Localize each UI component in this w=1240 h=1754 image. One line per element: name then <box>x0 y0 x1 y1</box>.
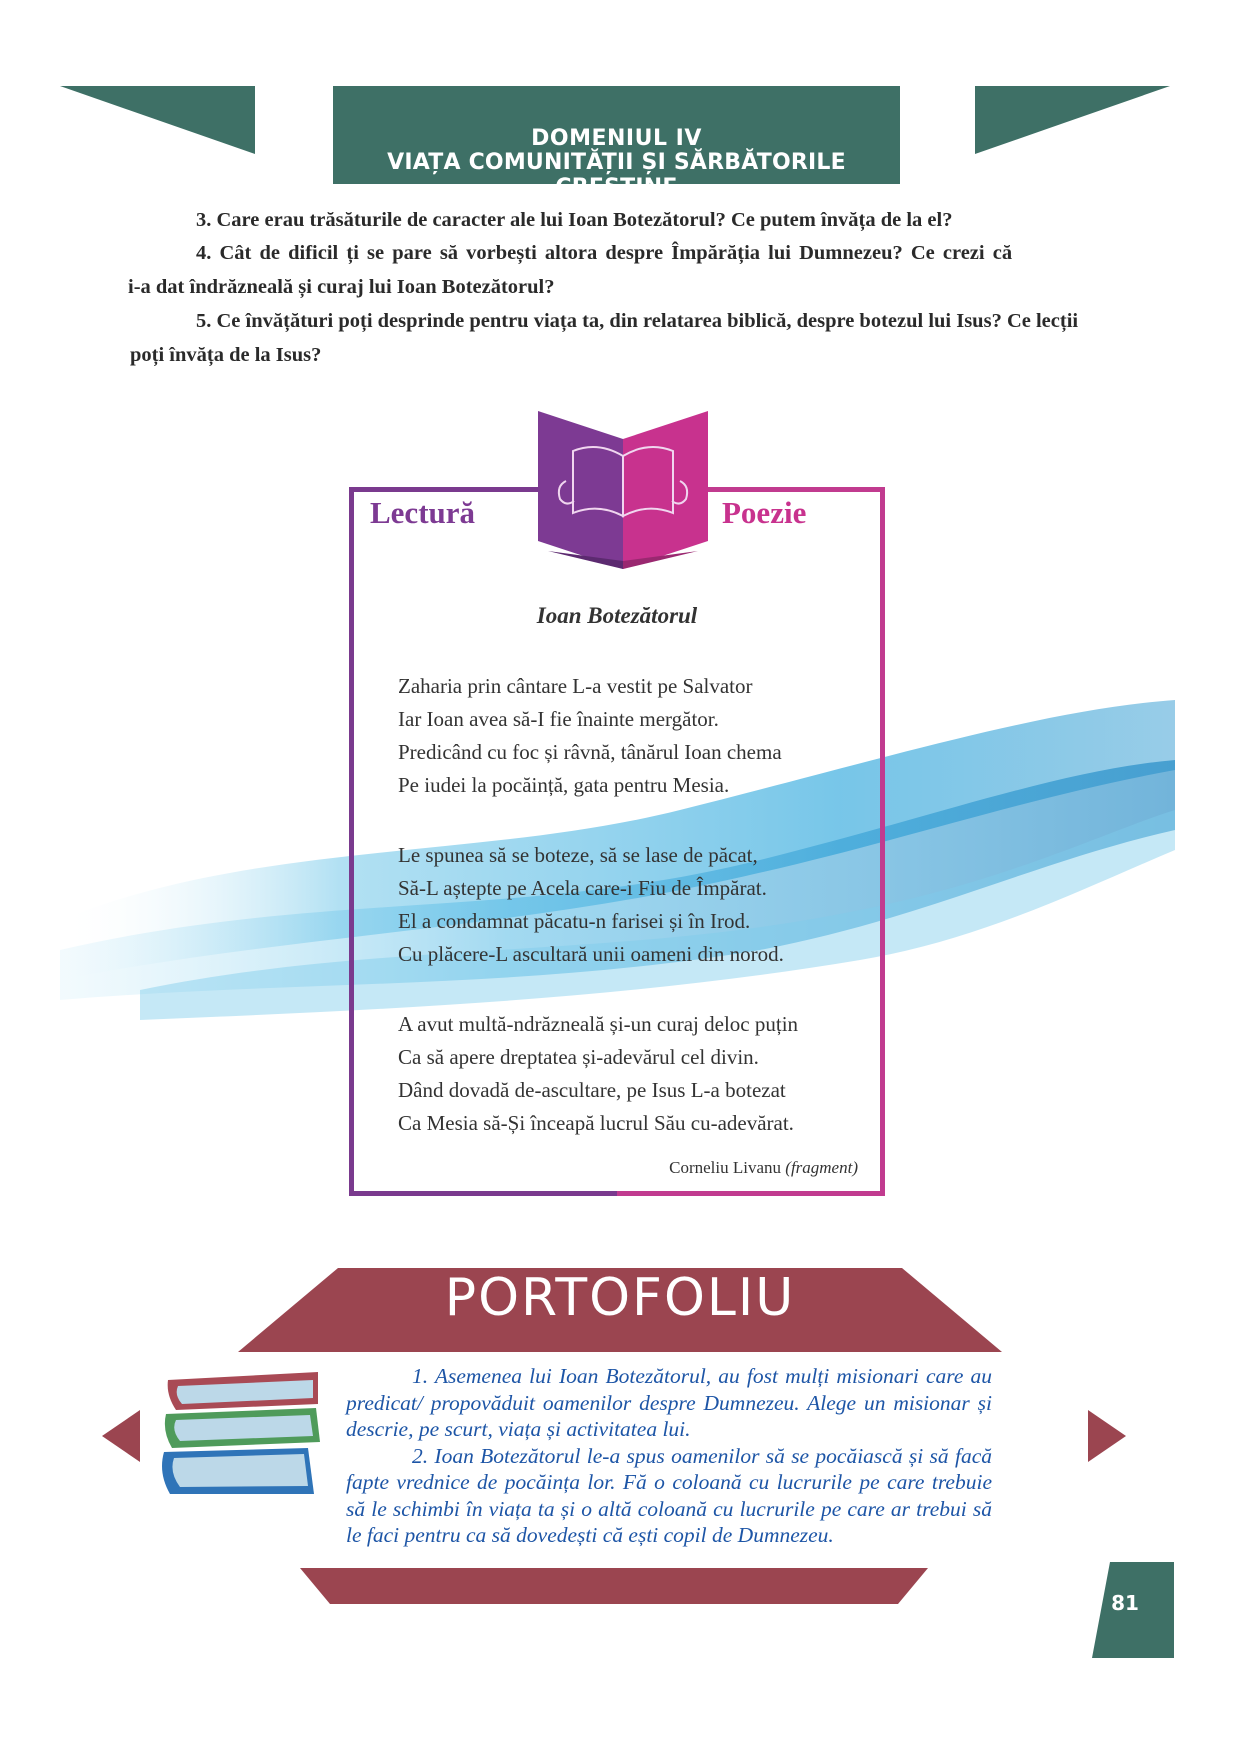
domain-label: DOMENIUL IV <box>531 126 702 151</box>
portfolio-item-1: 1. Asemenea lui Ioan Botezătorul, au fost mulți misionari care au predicat/ propovăduit oamenilor despre Dumnezeu. Alege un misionar și descrie, pe scurt, viața și activitatea lui. <box>346 1364 992 1441</box>
question-4-cont: i-a dat îndrăzneală și curaj lui Ioan Botezătorul? <box>128 276 555 298</box>
books-stack-icon <box>158 1368 328 1498</box>
question-5: 5. Ce învățături poți desprinde pentru viața ta, din relatarea biblică, despre botezul lui Isus? Ce lecții <box>196 310 1079 332</box>
poem-line: Predicând cu foc și râvnă, tânărul Ioan chema <box>398 740 782 764</box>
portfolio-item-2: 2. Ioan Botezătorul le-a spus oamenilor să se pocăiască și să facă fapte vrednice de pocăința lor. Fă o coloană cu lucrurile pe care trebuie să le schimbi în viața ta și o altă coloană cu lucrurile pe care ar trebui să le faci pentru ca să dovedești că ești copil de Dumnezeu. <box>346 1443 992 1547</box>
poem-line: El a condamnat păcatu-n farisei și în Irod. <box>398 909 751 933</box>
question-5-cont: poți învăța de la Isus? <box>130 344 322 366</box>
open-book-icon <box>538 411 708 569</box>
poem-title: Ioan Botezătorul <box>536 603 698 628</box>
poem-line: Iar Ioan avea să-I fie înainte mergător. <box>398 707 719 731</box>
author-name: Corneliu Livanu <box>669 1158 782 1177</box>
author-note: (fragment) <box>785 1158 858 1177</box>
poem-line: Pe iudei la pocăință, gata pentru Mesia. <box>398 773 730 797</box>
portfolio-bottom-bar <box>300 1568 940 1606</box>
poem-line: Să-L aștepte pe Acela care-i Fiu de Împărat. <box>398 876 767 900</box>
question-4: 4. Cât de dificil ți se pare să vorbești altora despre Împărăția lui Dumnezeu? Ce crezi că <box>196 242 1013 264</box>
left-arrow-icon <box>102 1410 142 1462</box>
label-lectura: Lectură <box>370 495 476 530</box>
domain-title: VIAȚA COMUNITĂȚII ȘI SĂRBĂTORILE CREȘTINE <box>387 150 846 200</box>
portfolio-title: PORTOFOLIU <box>444 1268 796 1328</box>
poem-line: A avut multă-ndrăzneală și-un curaj deloc puțin <box>398 1012 799 1036</box>
question-3: 3. Care erau trăsăturile de caracter ale lui Ioan Botezătorul? Ce putem învăța de la el? <box>196 209 953 231</box>
portfolio-text <box>346 1363 992 1549</box>
label-poezie: Poezie <box>722 495 807 530</box>
header-banner <box>333 86 900 200</box>
header-right-wing <box>975 86 1175 156</box>
poem-line: Zaharia prin cântare L-a vestit pe Salvator <box>398 674 753 698</box>
poem-line: Le spunea să se boteze, să se lase de păcat, <box>398 843 758 867</box>
poem-line: Dând dovadă de-ascultare, pe Isus L-a botezat <box>398 1078 786 1102</box>
poem-author <box>669 1158 858 1178</box>
right-arrow-icon <box>1088 1410 1128 1462</box>
poem-line: Ca să apere dreptatea și-adevărul cel divin. <box>398 1045 759 1069</box>
page-number: 81 <box>1111 1591 1139 1615</box>
poem-line: Cu plăcere-L ascultară unii oameni din norod. <box>398 942 784 966</box>
poem-line: Ca Mesia să-Și înceapă lucrul Său cu-adevărat. <box>398 1111 794 1135</box>
header-left-wing <box>60 86 260 156</box>
